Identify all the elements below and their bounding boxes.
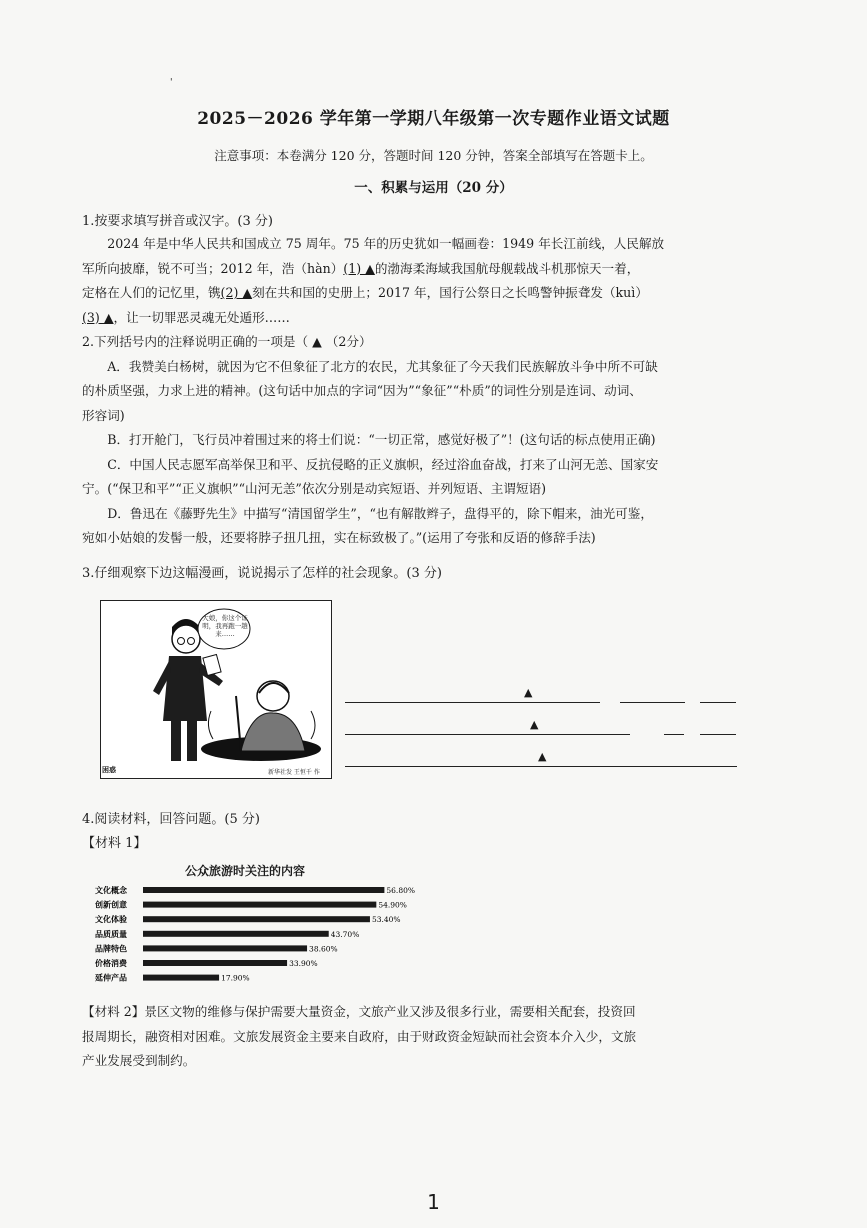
q1-heading: 1.按要求填写拼音或汉字。(3 分) — [82, 214, 273, 229]
category-label: 文化体验 — [95, 914, 127, 925]
material-2 — [82, 1000, 772, 1074]
bar — [143, 975, 219, 981]
answer-blank-1: (1) ▲ — [343, 260, 375, 276]
value-label: 38.60% — [309, 944, 338, 954]
material-2-line: 【材料 2】景区文物的维修与保护需要大量资金，文旅产业又涉及很多行业，需要相关配套，投资回 — [82, 1004, 636, 1019]
q1-line: 军所向披靡，锐不可当；2012 年，浩（hàn）(1) ▲的渤海柔海域我国航母舰载战斗机那惊天一着， — [82, 260, 640, 276]
stray-mark: ' — [170, 78, 173, 88]
bar — [143, 931, 329, 937]
q3-heading: 3.仔细观察下边这幅漫画，说说揭示了怎样的社会现象。(3 分) — [82, 566, 442, 581]
category-label: 品牌特色 — [95, 943, 127, 954]
q2-block — [82, 330, 772, 551]
page-number: 1 — [427, 1190, 440, 1214]
q2-option-c-cont: 宁。(“保卫和平”“正义旗帜”“山河无恙”依次分别是动宾短语、并列短语、主谓短语) — [82, 481, 547, 496]
answer-line — [345, 702, 600, 703]
chart-title: 公众旅游时关注的内容 — [185, 864, 306, 878]
bar — [143, 916, 370, 922]
category-label: 延伸产品 — [95, 972, 127, 983]
value-label: 33.90% — [289, 959, 318, 968]
bar — [143, 902, 376, 908]
answer-line — [700, 702, 736, 703]
answer-blank-2: (2) ▲ — [220, 285, 253, 300]
material-1-label: 【材料 1】 — [82, 836, 147, 851]
page-title: 2025－2026 学年第一学期八年级第一次专题作业语文试题 — [197, 109, 670, 129]
exam-notice: 注意事项：本卷满分 120 分，答题时间 120 分钟，答案全部填写在答题卡上。 — [214, 148, 653, 163]
q2-option-a-cont: 形容词) — [82, 407, 125, 423]
q2-option-d-cont: 宛如小姑娘的发髻一般，还要将脖子扭几扭，实在标致极了。”(运用了夸张和反语的修辞手法) — [82, 530, 596, 545]
value-label: 54.90% — [378, 900, 407, 910]
answer-mark: ▲ — [530, 718, 539, 731]
answer-mark: ▲ — [538, 750, 547, 763]
bar — [143, 887, 384, 893]
value-label: 17.90% — [221, 973, 250, 983]
material-2-line: 产业发展受到制约。 — [82, 1053, 196, 1068]
value-label: 53.40% — [371, 915, 401, 925]
value-label: 56.80% — [386, 886, 416, 895]
answer-line — [345, 766, 737, 767]
category-label: 价格消费 — [95, 958, 127, 968]
section-heading: 一、积累与运用（20 分） — [354, 180, 513, 196]
answer-blank-3: (3) ▲ — [82, 309, 114, 325]
category-label: 文化概念 — [95, 885, 127, 895]
q1-line: 定格在人们的记忆里，镌(2) ▲刻在共和国的史册上；2017 年，国行公祭日之长鸣警钟振聋发（kuì） — [82, 285, 648, 300]
q2-option-b: B．打开舱门，飞行员冲着围过来的将士们说：“一切正常，感觉好极了”！(这句话的标点使用正确) — [107, 432, 656, 447]
comic-image — [100, 600, 332, 779]
comic-caption: 困惑 — [102, 765, 116, 774]
comic-credit: 新华社发 王恒千 作 — [268, 769, 320, 776]
q2-option-c: C．中国人民志愿军高举保卫和平、反抗侵略的正义旗帜，经过浴血奋战，打来了山河无恙、国家安 — [107, 456, 659, 472]
bar — [143, 960, 287, 966]
value-label: 43.70% — [330, 929, 360, 939]
answer-line — [700, 734, 736, 735]
speech-bubble-text: 大娘，你这个证明，我再跑一趟来…… — [202, 614, 248, 638]
bar-chart — [95, 883, 455, 993]
q2-option-a-cont: 的朴质坚强，力求上进的精神。(这句话中加点的字词“因为”“象征”“朴质”的词性分别是连词、动词、 — [82, 383, 642, 398]
q4-heading: 4.阅读材料，回答问题。(5 分) — [82, 812, 260, 827]
q1-line: (3) ▲，让一切罪恶灵魂无处遁形…… — [82, 309, 290, 325]
answer-line — [345, 734, 630, 735]
bar — [143, 945, 307, 951]
q2-option-d: D．鲁迅在《藤野先生》中描写“清国留学生”，“也有解散辫子，盘得平的，除下帽来，油光可鉴， — [107, 505, 653, 521]
q2-heading: 2.下列括号内的注释说明正确的一项是（ ▲ （2分） — [82, 334, 372, 349]
category-label: 品质质量 — [95, 928, 127, 939]
q1-passage — [82, 232, 772, 330]
q1-line: 2024 年是中华人民共和国成立 75 周年。75 年的历史犹如一幅画卷：1949 年长江前线，人民解放 — [107, 236, 665, 251]
category-label: 创新创意 — [95, 899, 127, 910]
answer-line — [620, 702, 685, 703]
material-2-line: 报周期长，融资相对困难。文旅发展资金主要来自政府，由于财政资金短缺而社会资本介入少，文旅 — [82, 1028, 637, 1044]
answer-mark: ▲ — [524, 686, 533, 699]
answer-line — [664, 734, 684, 735]
q2-option-a: A．我赞美白杨树，就因为它不但象征了北方的农民，尤其象征了今天我们民族解放斗争中所不可缺 — [107, 358, 658, 374]
